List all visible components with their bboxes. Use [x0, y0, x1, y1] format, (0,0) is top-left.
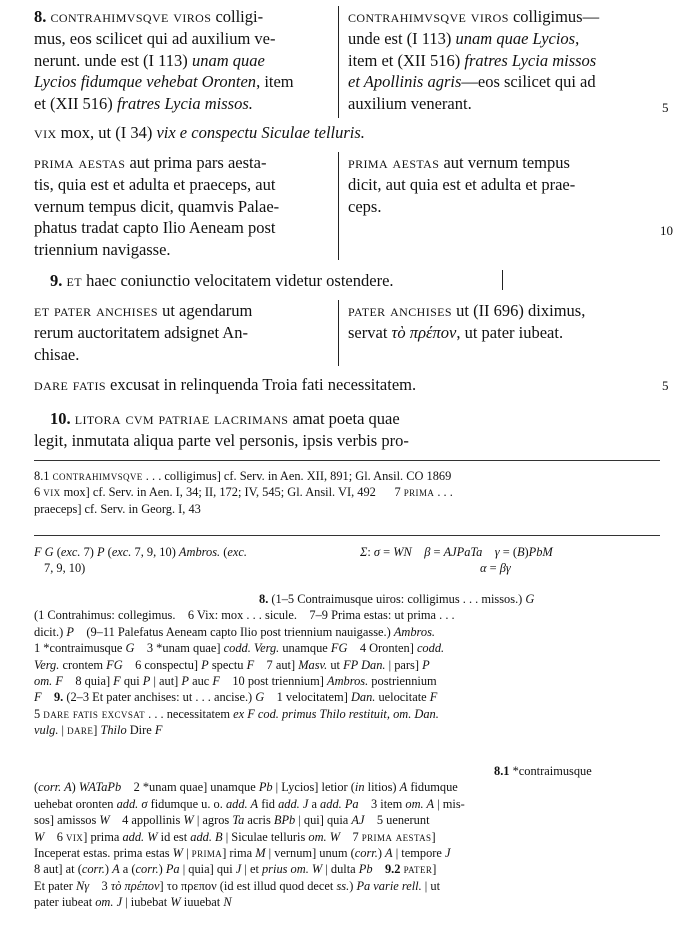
commentary-line: mus, eos scilicet qui ad auxilium ve- [34, 28, 276, 48]
commentary-line: contrahimvsqve viros colligimus— [348, 7, 600, 26]
block1-left [34, 6, 334, 115]
commentary-line: auxilium venerant. [348, 94, 472, 114]
commentary-line: et Apollinis agris—eos scilicet qui ad [348, 72, 596, 92]
commentary-line: servat τὸ πρέπον, ut pater iubeat. [348, 322, 564, 342]
commentary-line-10a: 10. litora cvm patriae lacrimans amat poeta quae [50, 409, 400, 428]
line-number: 5 [662, 100, 669, 115]
fontes-apparatus [34, 468, 453, 517]
block1-right [348, 6, 648, 115]
commentary-line: pater anchises ut (II 696) diximus, [348, 301, 586, 320]
block2-right [348, 152, 648, 217]
block2-left [34, 152, 334, 261]
commentary-line-vix: vix mox, ut (I 34) vix e conspectu Siculae telluris. [34, 123, 365, 142]
commentary-line-10b: legit, inmutata aliqua parte vel personis, ipsis verbis pro- [34, 431, 409, 450]
line-number: 10 [660, 223, 673, 238]
block3-left [34, 300, 334, 365]
commentary-line: phatus tradat capto Ilio Aeneam post [34, 218, 276, 238]
apparatus-criticus-1: 8. (1–5 Contraimusque uiros: colligimus . . . missos.) G (1 Contrahimus: collegimus. 6 Vix: mox . . . sicule. 7–9 Prima estas: ut prima . . . dicit.) P (9–11 Palefatus Aeneam capto Ilio post triennium nauigasse.) Ambros. 1 *contraimusque G 3 *unam quae] codd. Verg. unamque FG 4 Oronten] codd. Verg. crontem FG 6 conspectu] P spectu F 7 aut] Masv. ut FP Dan. | pars] P om. F 8 quia] F qui P | aut] P auc F 10 post triennium] Ambros. postriennium F 9. (2–3 Et pater anchises: ut . . . ancise.) G 1 velocitatem] Dan. uelocitate F 5 dare fatis excvsat . . . necessitatem ex F cod. primus Thilo restituit, om. Dan. vulg. | dare] Thilo Dire F [34, 592, 535, 738]
column-divider [338, 6, 339, 118]
commentary-line: et (XII 516) fratres Lycia missos. [34, 94, 253, 114]
commentary-line: Lycios fidumque vehebat Oronten, item [34, 72, 294, 92]
commentary-line: chisae. [34, 344, 80, 364]
commentary-line: ceps. [348, 196, 382, 216]
commentary-line: prima aestas aut vernum tempus [348, 153, 570, 172]
commentary-line: dicit, aut quia est et adulta et prae- [348, 174, 576, 194]
commentary-line: nerunt. unde est (I 113) unam quae [34, 50, 265, 70]
commentary-line: rerum auctoritatem adsignet An- [34, 322, 248, 342]
commentary-line: unde est (I 113) unam quae Lycios, [348, 28, 580, 48]
sigla-left: F G (exc. 7) P (exc. 7, 9, 10) Ambros. (exc. 7, 9, 10) [34, 545, 247, 576]
commentary-line-9: 9. et haec coniunctio velocitatem videtur ostendere. [50, 271, 394, 290]
commentary-line: vernum tempus dicit, quamvis Palae- [34, 196, 280, 216]
commentary-line: item et (XII 516) fratres Lycia missos [348, 50, 597, 70]
commentary-line: prima aestas aut prima pars aesta- [34, 153, 267, 172]
fontes-line: 8.1 contrahimvsqve . . . colligimus] cf. Serv. in Aen. XII, 891; Gl. Ansil. CO 1869 [34, 469, 452, 483]
fontes-line: praeceps] cf. Serv. in Georg. I, 43 [34, 501, 201, 516]
commentary-line: 8. contrahimvsqve viros colligi- [34, 7, 264, 26]
sigla-right: Σ: σ = WN β = AJPaTa γ = (B)PbM α = βγ [360, 545, 553, 576]
column-divider [338, 300, 339, 366]
commentary-line: et pater anchises ut agendarum [34, 301, 253, 320]
block3-right [348, 300, 648, 344]
apparatus-criticus-2: 8.1 *contraimusque (corr. A) WATaPb 2 *unam quae] unamque Pb | Lycios] letior (in litios) A fidumque uehebat oronten add. σ fidumque u. o. add. A fid add. J a add. Pa 3 item om. A | mis- sos] amissos W 4 appollinis W | agros Ta acris BPb | qui] quia AJ 5 uenerunt W 6 vix] prima add. W id est add. B | Siculae telluris om. W 7 prima aestas] Inceperat estas. prima estas W | prima] rima M | vernum] unum (corr.) A | tempore J 8 aut] at (corr.) A a (corr.) Pa | quia] qui J | et prius om. W | dulta Pb 9.2 pater] Et pater Nγ 3 τὸ πρέπον] το πρεπον (id est illud quod decet ss.) Pa varie rell. | ut pater iubeat om. J | iubebat W iuuebat N [34, 764, 592, 910]
fontes-line: 6 vix mox] cf. Serv. in Aen. I, 34; II, 172; IV, 545; Gl. Ansil. VI, 492 7 prima . . . [34, 485, 453, 500]
commentary-line-dare: dare fatis excusat in relinquenda Troia fati necessitatem. [34, 375, 417, 394]
column-divider [338, 152, 339, 260]
column-divider [502, 270, 503, 290]
commentary-line: tis, quia est et adulta et praeceps, aut [34, 174, 276, 194]
commentary-line: triennium navigasse. [34, 240, 171, 260]
lemma-number: 8. [34, 7, 47, 26]
line-number: 5 [662, 378, 669, 393]
separator-line [34, 535, 660, 536]
separator-line [34, 460, 660, 461]
